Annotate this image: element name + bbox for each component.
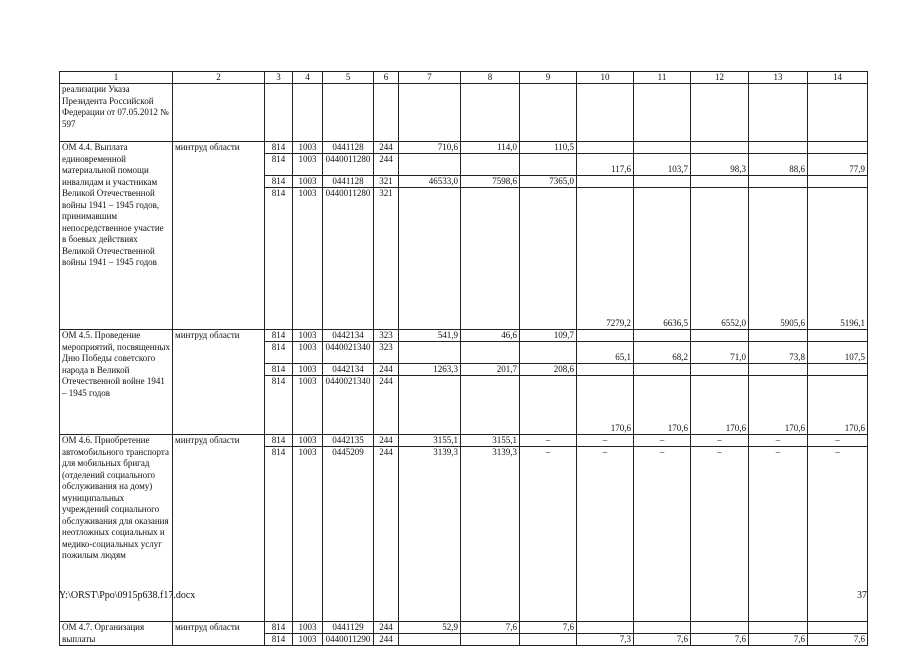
- value-cell: [577, 622, 634, 634]
- value-cell: [399, 376, 461, 435]
- value-cell: 7,6: [808, 634, 868, 646]
- value-cell: 1003: [293, 142, 323, 154]
- value-cell: 814: [265, 376, 293, 435]
- value-cell: 170,6: [634, 376, 691, 435]
- value-cell: 0441128: [323, 142, 374, 154]
- column-number: 4: [293, 72, 323, 84]
- value-cell: –: [808, 435, 868, 447]
- value-cell: [577, 364, 634, 376]
- executor-cell: минтруд области: [173, 330, 265, 435]
- value-cell: 65,1: [577, 342, 634, 364]
- value-cell: 244: [374, 447, 399, 622]
- column-number: 10: [577, 72, 634, 84]
- value-cell: 103,7: [634, 154, 691, 176]
- value-cell: [399, 154, 461, 176]
- value-cell: 0440011290: [323, 634, 374, 646]
- value-cell: 109,7: [520, 330, 577, 342]
- column-number: 9: [520, 72, 577, 84]
- value-cell: [808, 622, 868, 634]
- value-cell: 201,7: [461, 364, 520, 376]
- value-cell: [461, 342, 520, 364]
- value-cell: 814: [265, 634, 293, 646]
- value-cell: 0440011280: [323, 188, 374, 330]
- value-cell: 0441128: [323, 176, 374, 188]
- column-number: 11: [634, 72, 691, 84]
- value-cell: 6552,0: [691, 188, 749, 330]
- value-cell: 0445209: [323, 447, 374, 622]
- measure-name: ОМ 4.4. Выплата единовременной материальной помощи инвалидам и участникам Великой Отечественной войны 1941 – 1945 годов, принимавшим непосредственное участие в боевых действиях Великой Отечественной войны 1941 – 1945 годов: [60, 142, 173, 330]
- value-cell: [577, 330, 634, 342]
- value-cell: [520, 376, 577, 435]
- value-cell: [634, 622, 691, 634]
- value-cell: 77,9: [808, 154, 868, 176]
- value-cell: 5196,1: [808, 188, 868, 330]
- value-cell: 244: [374, 435, 399, 447]
- value-cell: 46,6: [461, 330, 520, 342]
- value-cell: 814: [265, 330, 293, 342]
- value-cell: 170,6: [691, 376, 749, 435]
- value-cell: 7,6: [634, 634, 691, 646]
- continuation-text: реализации Указа Президента Российской Федерации от 07.05.2012 № 597: [60, 84, 173, 142]
- value-cell: 1003: [293, 622, 323, 634]
- value-cell: 3155,1: [399, 435, 461, 447]
- column-number: 7: [399, 72, 461, 84]
- table-body: [60, 72, 868, 646]
- value-cell: [808, 176, 868, 188]
- executor-cell: минтруд области: [173, 435, 265, 622]
- value-cell: 244: [374, 376, 399, 435]
- value-cell: 814: [265, 435, 293, 447]
- value-cell: 5905,6: [749, 188, 808, 330]
- value-cell: 170,6: [808, 376, 868, 435]
- column-number: 6: [374, 72, 399, 84]
- table-row: [60, 142, 868, 154]
- table-row: [60, 330, 868, 342]
- column-number: 2: [173, 72, 265, 84]
- value-cell: [749, 142, 808, 154]
- value-cell: 814: [265, 188, 293, 330]
- value-cell: [634, 330, 691, 342]
- value-cell: –: [634, 447, 691, 622]
- value-cell: [691, 364, 749, 376]
- value-cell: 244: [374, 622, 399, 634]
- value-cell: 1003: [293, 188, 323, 330]
- value-cell: [691, 622, 749, 634]
- page-number: 37: [857, 590, 867, 601]
- value-cell: 0442134: [323, 364, 374, 376]
- value-cell: 68,2: [634, 342, 691, 364]
- value-cell: [461, 376, 520, 435]
- value-cell: 1003: [293, 330, 323, 342]
- table-row: [60, 622, 868, 634]
- value-cell: –: [749, 447, 808, 622]
- value-cell: [634, 364, 691, 376]
- value-cell: [634, 142, 691, 154]
- continuation-row: [60, 84, 868, 142]
- value-cell: 6636,5: [634, 188, 691, 330]
- value-cell: [808, 364, 868, 376]
- value-cell: 814: [265, 142, 293, 154]
- value-cell: [691, 330, 749, 342]
- value-cell: [399, 188, 461, 330]
- budget-table: [59, 71, 868, 646]
- column-number: 14: [808, 72, 868, 84]
- value-cell: [461, 154, 520, 176]
- value-cell: 321: [374, 176, 399, 188]
- value-cell: [691, 176, 749, 188]
- value-cell: 73,8: [749, 342, 808, 364]
- value-cell: 323: [374, 342, 399, 364]
- file-path: Y:\ORST\Ppo\0915p638.f17.docx: [59, 590, 196, 601]
- value-cell: 117,6: [577, 154, 634, 176]
- value-cell: 1003: [293, 634, 323, 646]
- value-cell: [520, 342, 577, 364]
- column-number: 5: [323, 72, 374, 84]
- value-cell: 0442135: [323, 435, 374, 447]
- value-cell: [691, 142, 749, 154]
- value-cell: 7,6: [749, 634, 808, 646]
- value-cell: [749, 330, 808, 342]
- value-cell: 814: [265, 342, 293, 364]
- value-cell: 1003: [293, 447, 323, 622]
- value-cell: 1003: [293, 376, 323, 435]
- value-cell: [399, 342, 461, 364]
- value-cell: –: [520, 447, 577, 622]
- column-number: 3: [265, 72, 293, 84]
- value-cell: 244: [374, 142, 399, 154]
- column-number: 8: [461, 72, 520, 84]
- value-cell: [520, 188, 577, 330]
- value-cell: 7365,0: [520, 176, 577, 188]
- value-cell: 170,6: [749, 376, 808, 435]
- value-cell: –: [808, 447, 868, 622]
- value-cell: 107,5: [808, 342, 868, 364]
- value-cell: [577, 142, 634, 154]
- value-cell: 7,6: [691, 634, 749, 646]
- value-cell: 323: [374, 330, 399, 342]
- value-cell: 114,0: [461, 142, 520, 154]
- value-cell: [749, 364, 808, 376]
- value-cell: –: [691, 435, 749, 447]
- value-cell: –: [520, 435, 577, 447]
- value-cell: 7279,2: [577, 188, 634, 330]
- column-number: 12: [691, 72, 749, 84]
- value-cell: 541,9: [399, 330, 461, 342]
- value-cell: 710,6: [399, 142, 461, 154]
- value-cell: 7,3: [577, 634, 634, 646]
- value-cell: 208,6: [520, 364, 577, 376]
- value-cell: 1003: [293, 176, 323, 188]
- measure-name: ОМ 4.6. Приобретение автомобильного транспорта для мобильных бригад (отделений социального обслуживания на дому) муниципальных учреждений социального обслуживания для оказания неотложных социальных и медико-социальных услуг пожилым людям: [60, 435, 173, 622]
- value-cell: 0440021340: [323, 376, 374, 435]
- value-cell: [749, 622, 808, 634]
- value-cell: 7,6: [520, 622, 577, 634]
- value-cell: 814: [265, 447, 293, 622]
- value-cell: 321: [374, 188, 399, 330]
- value-cell: [461, 188, 520, 330]
- value-cell: 1003: [293, 154, 323, 176]
- value-cell: –: [577, 435, 634, 447]
- value-cell: 3139,3: [399, 447, 461, 622]
- value-cell: 52,9: [399, 622, 461, 634]
- value-cell: 1003: [293, 342, 323, 364]
- value-cell: 0442134: [323, 330, 374, 342]
- measure-name: ОМ 4.5. Проведение мероприятий, посвященных Дню Победы советского народа в Великой Отечественной войне 1941 – 1945 годов: [60, 330, 173, 435]
- value-cell: [577, 176, 634, 188]
- value-cell: 7598,6: [461, 176, 520, 188]
- value-cell: [749, 176, 808, 188]
- value-cell: 98,3: [691, 154, 749, 176]
- value-cell: 814: [265, 176, 293, 188]
- value-cell: –: [634, 435, 691, 447]
- value-cell: 0441129: [323, 622, 374, 634]
- document-page: [59, 71, 867, 646]
- value-cell: 1263,3: [399, 364, 461, 376]
- value-cell: 814: [265, 622, 293, 634]
- value-cell: [808, 142, 868, 154]
- value-cell: 170,6: [577, 376, 634, 435]
- value-cell: 244: [374, 634, 399, 646]
- value-cell: –: [691, 447, 749, 622]
- value-cell: 0440011280: [323, 154, 374, 176]
- value-cell: [634, 176, 691, 188]
- value-cell: 88,6: [749, 154, 808, 176]
- value-cell: –: [749, 435, 808, 447]
- value-cell: 71,0: [691, 342, 749, 364]
- executor-cell: минтруд области: [173, 142, 265, 330]
- value-cell: 3155,1: [461, 435, 520, 447]
- column-number: 13: [749, 72, 808, 84]
- table-row: [60, 435, 868, 447]
- value-cell: [808, 330, 868, 342]
- value-cell: 244: [374, 154, 399, 176]
- value-cell: [520, 154, 577, 176]
- measure-name: ОМ 4.7. Организация выплаты: [60, 622, 173, 646]
- value-cell: 244: [374, 364, 399, 376]
- value-cell: 1003: [293, 364, 323, 376]
- executor-cell: минтруд области: [173, 622, 265, 646]
- value-cell: 0440021340: [323, 342, 374, 364]
- column-number-row: [60, 72, 868, 84]
- column-number: 1: [60, 72, 173, 84]
- value-cell: 814: [265, 364, 293, 376]
- value-cell: –: [577, 447, 634, 622]
- value-cell: 110,5: [520, 142, 577, 154]
- value-cell: 814: [265, 154, 293, 176]
- value-cell: 46533,0: [399, 176, 461, 188]
- value-cell: 7,6: [461, 622, 520, 634]
- value-cell: 1003: [293, 435, 323, 447]
- value-cell: 3139,3: [461, 447, 520, 622]
